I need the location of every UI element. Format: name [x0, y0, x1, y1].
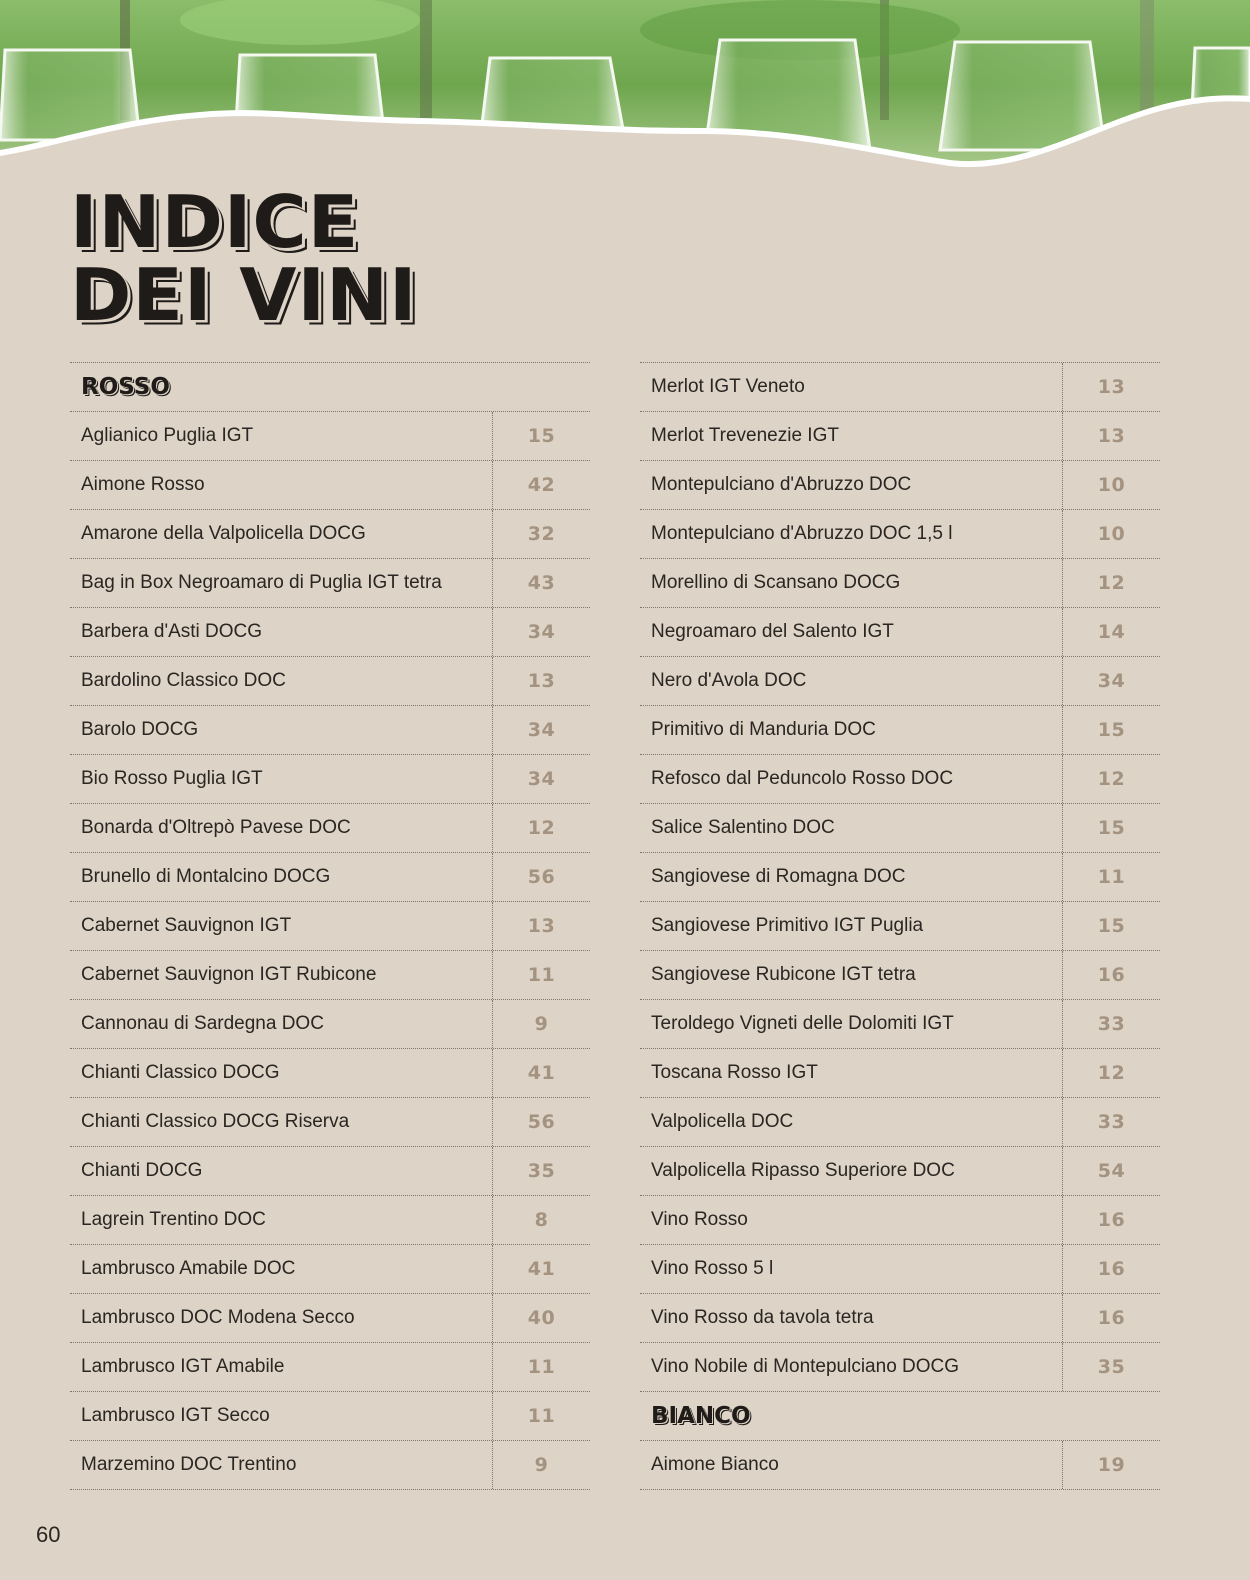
page-reference: 12	[1062, 1049, 1160, 1097]
wine-name: Brunello di Montalcino DOCG	[81, 866, 331, 887]
index-row	[70, 803, 590, 852]
page-reference: 34	[1062, 657, 1160, 705]
wine-name: Vino Nobile di Montepulciano DOCG	[651, 1356, 960, 1377]
wine-name: Lagrein Trentino DOC	[81, 1209, 266, 1230]
wine-name: Morellino di Scansano DOCG	[651, 572, 901, 593]
index-row	[70, 411, 590, 460]
index-row	[640, 1097, 1160, 1146]
index-row	[640, 901, 1160, 950]
page-reference: 33	[1062, 1098, 1160, 1146]
section-header	[640, 1391, 1160, 1440]
wine-name: Lambrusco DOC Modena Secco	[81, 1307, 355, 1328]
page-reference: 16	[1062, 1294, 1160, 1342]
index-row	[70, 705, 590, 754]
page-reference: 34	[492, 755, 590, 803]
page-reference: 12	[1062, 559, 1160, 607]
index-row	[70, 1293, 590, 1342]
wine-name: Nero d'Avola DOC	[651, 670, 807, 691]
page-reference: 56	[492, 1098, 590, 1146]
index-row	[70, 754, 590, 803]
index-row	[640, 362, 1160, 411]
page-reference: 9	[492, 1441, 590, 1489]
index-row	[70, 607, 590, 656]
index-row	[70, 656, 590, 705]
index-row	[640, 509, 1160, 558]
index-row	[70, 1244, 590, 1293]
index-row	[70, 1342, 590, 1391]
page-reference: 16	[1062, 1196, 1160, 1244]
wine-name: Aimone Rosso	[81, 474, 205, 495]
page-reference: 16	[1062, 951, 1160, 999]
wine-name: Chianti DOCG	[81, 1160, 203, 1181]
index-row	[640, 950, 1160, 999]
page-reference: 35	[1062, 1343, 1160, 1391]
wine-name: Sangiovese di Romagna DOC	[651, 866, 906, 887]
index-row	[640, 558, 1160, 607]
page-reference: 13	[1062, 412, 1160, 460]
page-reference: 42	[492, 461, 590, 509]
page-reference: 12	[1062, 755, 1160, 803]
header-photo-vineyard-wine-glasses	[0, 0, 1250, 170]
page-reference: 15	[1062, 804, 1160, 852]
wine-name: Cabernet Sauvignon IGT Rubicone	[81, 964, 377, 985]
page-reference: 41	[492, 1245, 590, 1293]
page-number: 60	[36, 1522, 61, 1547]
wine-name: Aglianico Puglia IGT	[81, 425, 254, 446]
index-row	[70, 509, 590, 558]
index-column-right	[640, 362, 1160, 1490]
wine-name: Cabernet Sauvignon IGT	[81, 915, 292, 936]
index-row	[640, 1440, 1160, 1490]
title-line-1: INDICE	[70, 180, 360, 265]
page-reference: 16	[1062, 1245, 1160, 1293]
index-row	[640, 754, 1160, 803]
page-reference: 56	[492, 853, 590, 901]
page-reference: 11	[492, 951, 590, 999]
index-row	[70, 1440, 590, 1490]
wine-name: Valpolicella Ripasso Superiore DOC	[651, 1160, 955, 1181]
wine-name: Refosco dal Peduncolo Rosso DOC	[651, 768, 954, 789]
page-reference: 35	[492, 1147, 590, 1195]
page-reference: 11	[492, 1343, 590, 1391]
index-row	[640, 1293, 1160, 1342]
page-reference: 12	[492, 804, 590, 852]
wine-name: Primitivo di Manduria DOC	[651, 719, 876, 740]
index-row	[70, 1097, 590, 1146]
wine-name: Merlot IGT Veneto	[651, 376, 805, 397]
page-reference: 13	[492, 657, 590, 705]
title-line-2: DEI VINI	[70, 253, 418, 338]
page-reference: 11	[1062, 853, 1160, 901]
section-label: BIANCO	[651, 1403, 751, 1429]
index-row	[640, 999, 1160, 1048]
wine-name: Bardolino Classico DOC	[81, 670, 286, 691]
wine-name: Vino Rosso 5 l	[651, 1258, 774, 1279]
page-reference: 43	[492, 559, 590, 607]
index-row	[70, 950, 590, 999]
index-row	[70, 1048, 590, 1097]
wine-name: Valpolicella DOC	[651, 1111, 794, 1132]
index-row	[640, 656, 1160, 705]
wine-name: Sangiovese Primitivo IGT Puglia	[651, 915, 924, 936]
wine-name: Aimone Bianco	[651, 1454, 779, 1475]
index-row	[70, 460, 590, 509]
index-row	[640, 852, 1160, 901]
wine-name: Lambrusco IGT Secco	[81, 1405, 270, 1426]
page-reference: 10	[1062, 461, 1160, 509]
wine-name: Montepulciano d'Abruzzo DOC 1,5 l	[651, 523, 953, 544]
wine-name: Bio Rosso Puglia IGT	[81, 768, 263, 789]
page-reference: 10	[1062, 510, 1160, 558]
page-reference: 13	[1062, 363, 1160, 411]
index-row	[70, 1391, 590, 1440]
page-reference: 33	[1062, 1000, 1160, 1048]
wine-name: Merlot Trevenezie IGT	[651, 425, 839, 446]
index-row	[70, 852, 590, 901]
wine-name: Vino Rosso	[651, 1209, 748, 1230]
page-reference: 14	[1062, 608, 1160, 656]
index-row	[640, 607, 1160, 656]
wine-name: Lambrusco IGT Amabile	[81, 1356, 285, 1377]
wine-name: Lambrusco Amabile DOC	[81, 1258, 296, 1279]
page-reference: 34	[492, 608, 590, 656]
page-reference: 54	[1062, 1147, 1160, 1195]
page-reference: 13	[492, 902, 590, 950]
page-reference: 8	[492, 1196, 590, 1244]
wine-name: Chianti Classico DOCG Riserva	[81, 1111, 350, 1132]
index-row	[640, 1195, 1160, 1244]
page-reference: 41	[492, 1049, 590, 1097]
index-row	[640, 411, 1160, 460]
wine-name: Bag in Box Negroamaro di Puglia IGT tetra	[81, 572, 442, 593]
index-row	[640, 460, 1160, 509]
page-title	[70, 180, 418, 338]
section-header	[70, 362, 590, 411]
wine-name: Amarone della Valpolicella DOCG	[81, 523, 366, 544]
index-row	[70, 901, 590, 950]
index-row	[640, 1342, 1160, 1391]
page-reference: 32	[492, 510, 590, 558]
wine-name: Negroamaro del Salento IGT	[651, 621, 894, 642]
wine-name: Bonarda d'Oltrepò Pavese DOC	[81, 817, 351, 838]
index-column-left	[70, 362, 590, 1490]
page-reference: 19	[1062, 1441, 1160, 1489]
wine-name: Sangiovese Rubicone IGT tetra	[651, 964, 916, 985]
index-row	[70, 999, 590, 1048]
page-reference: 15	[492, 412, 590, 460]
wine-name: Barolo DOCG	[81, 719, 199, 740]
wine-name: Chianti Classico DOCG	[81, 1062, 280, 1083]
index-row	[640, 1244, 1160, 1293]
wine-name: Marzemino DOC Trentino	[81, 1454, 297, 1475]
wine-name: Montepulciano d'Abruzzo DOC	[651, 474, 912, 495]
page-reference: 15	[1062, 706, 1160, 754]
wine-name: Teroldego Vigneti delle Dolomiti IGT	[651, 1013, 954, 1034]
page-reference: 9	[492, 1000, 590, 1048]
wine-name: Barbera d'Asti DOCG	[81, 621, 263, 642]
page-reference: 11	[492, 1392, 590, 1440]
index-row	[70, 1195, 590, 1244]
page-reference: 40	[492, 1294, 590, 1342]
page-reference: 15	[1062, 902, 1160, 950]
index-row	[640, 1048, 1160, 1097]
wine-name: Vino Rosso da tavola tetra	[651, 1307, 874, 1328]
wine-name: Salice Salentino DOC	[651, 817, 835, 838]
page-reference: 34	[492, 706, 590, 754]
index-row	[640, 1146, 1160, 1195]
index-row	[640, 705, 1160, 754]
wine-name: Toscana Rosso IGT	[651, 1062, 818, 1083]
index-row	[640, 803, 1160, 852]
index-row	[70, 558, 590, 607]
index-row	[70, 1146, 590, 1195]
section-label: ROSSO	[81, 374, 170, 400]
wine-name: Cannonau di Sardegna DOC	[81, 1013, 324, 1034]
